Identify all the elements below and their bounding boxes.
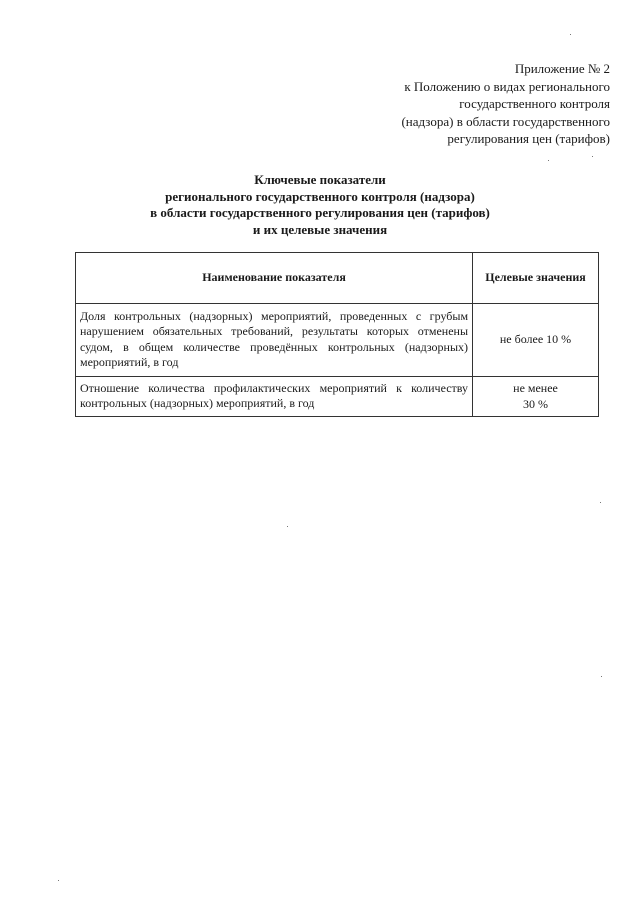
appendix-line: (надзора) в области государственного	[401, 113, 610, 129]
title-line: и их целевые значения	[252, 221, 388, 237]
scan-speck	[592, 156, 593, 157]
scan-speck	[548, 160, 549, 161]
appendix-note	[401, 60, 610, 148]
document-title	[0, 172, 640, 238]
scan-speck	[287, 526, 288, 527]
scan-speck	[600, 502, 601, 503]
header-target-values: Целевые значения	[473, 253, 599, 304]
header-indicator-name: Наименование показателя	[76, 253, 473, 304]
appendix-line: к Положению о видах регионального	[404, 78, 610, 94]
indicators-table	[75, 252, 599, 417]
scan-speck	[58, 880, 59, 881]
target-value-line: не более 10 %	[499, 332, 572, 347]
appendix-line: Приложение № 2	[514, 61, 610, 76]
title-line: Ключевые показатели	[254, 172, 386, 187]
indicator-name-cell: Доля контрольных (надзорных) мероприятий, проведенных с грубым нарушением обязательных требований, результаты которых отменены судом, в общем количестве проведённых контрольных (надзорных) мероприятий, в год	[76, 304, 473, 377]
target-value-line: 30 %	[523, 396, 549, 411]
scan-speck	[570, 34, 571, 35]
target-value-line: не менее	[513, 381, 558, 395]
indicator-name-cell: Отношение количества профилактических мероприятий к количеству контрольных (надзорных) мероприятий, в год	[76, 377, 473, 417]
table-row	[76, 304, 599, 377]
target-value-cell	[473, 377, 599, 417]
table-row	[76, 377, 599, 417]
title-line: в области государственного регулирования цен (тарифов)	[150, 205, 490, 220]
scan-speck	[601, 676, 602, 677]
table-header-row	[76, 253, 599, 304]
appendix-line: государственного контроля	[459, 96, 610, 111]
target-value-cell	[473, 304, 599, 377]
appendix-line: регулирования цен (тарифов)	[447, 131, 610, 146]
title-line: регионального государственного контроля (надзора)	[165, 188, 475, 204]
